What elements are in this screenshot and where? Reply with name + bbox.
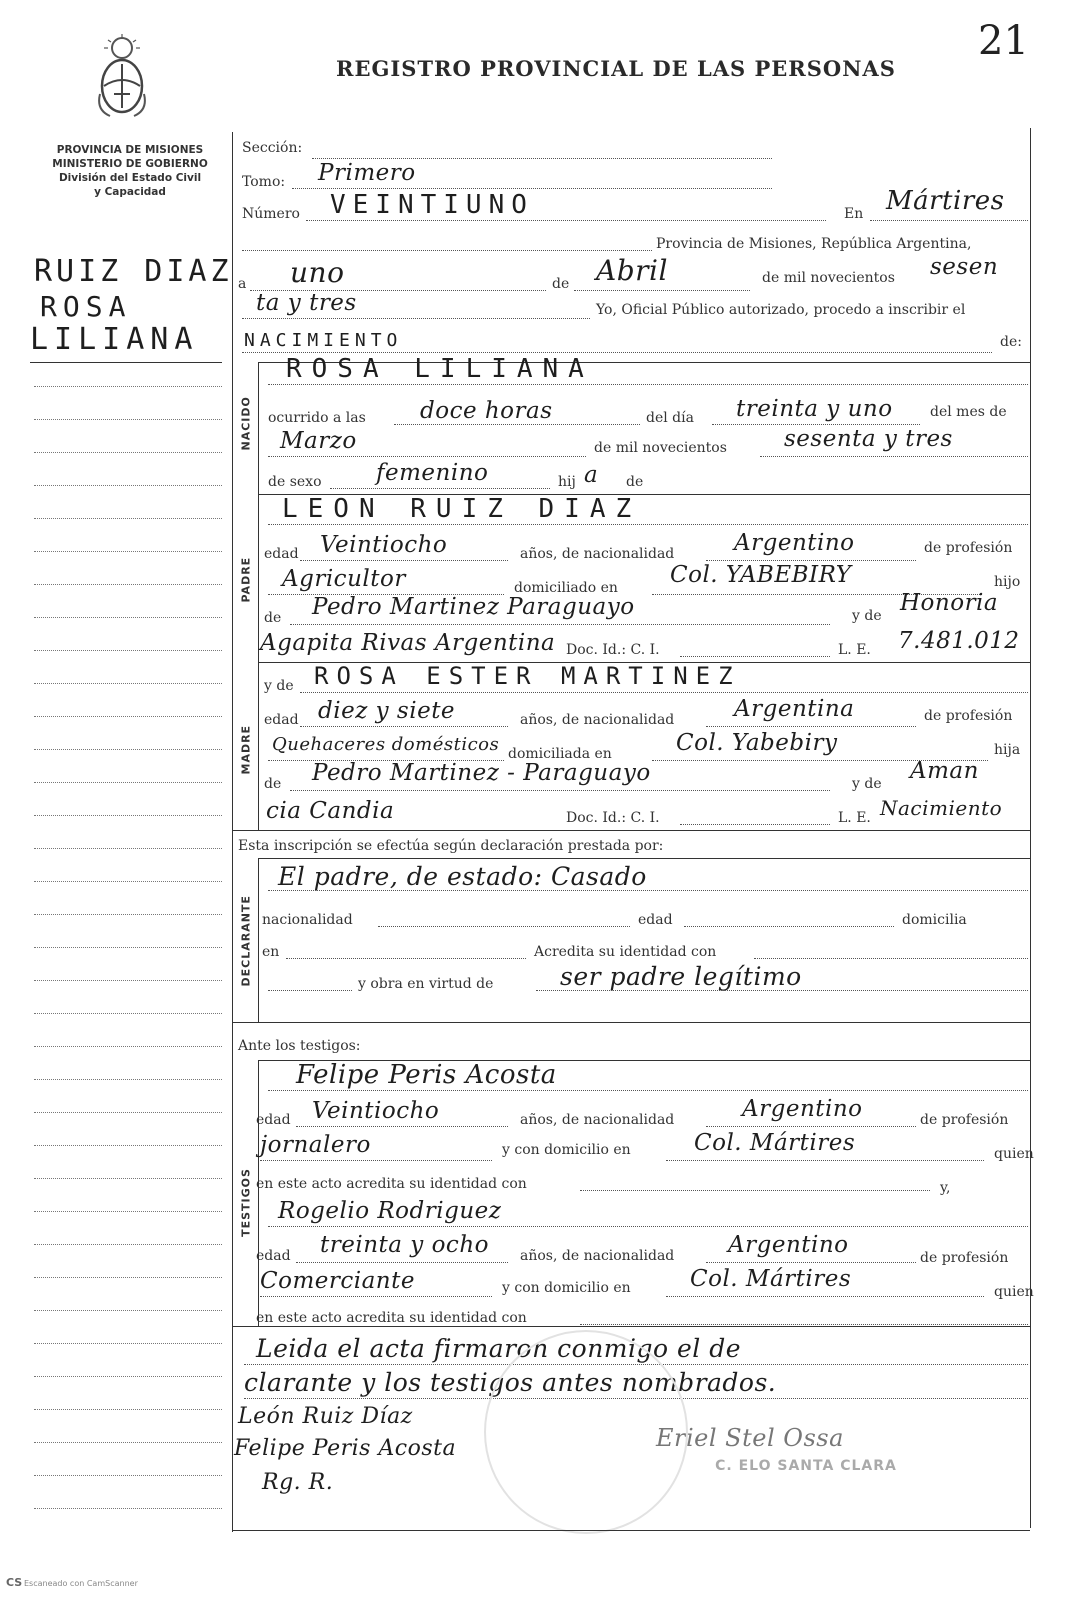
declarante-obra-pre-dotline xyxy=(268,990,352,991)
declarante-section-label: DECLARANTE xyxy=(239,895,253,987)
en-dotline xyxy=(870,220,1028,221)
t1-anos-label: años, de nacionalidad xyxy=(520,1112,675,1128)
scanner-mark: Escaneado con CamScanner xyxy=(24,1579,138,1588)
padre-doc-label: Doc. Id.: C. I. xyxy=(566,642,660,658)
tomo-label: Tomo: xyxy=(242,174,286,190)
hij-label: hij xyxy=(558,474,576,490)
numero-dotline xyxy=(306,220,826,221)
t1-quien-label: quien xyxy=(994,1146,1034,1162)
padre-padre-de: Pedro Martinez Paraguayo xyxy=(312,594,635,620)
margin-ruled-line xyxy=(34,1112,222,1113)
padre-padre-dotline xyxy=(290,624,830,625)
declarante-top-rule xyxy=(258,858,1030,859)
en-label: En xyxy=(844,206,864,222)
declarante-edad-label: edad xyxy=(638,912,673,928)
declarante-left-rule xyxy=(258,858,259,1022)
margin-surname: RUIZ DIAZ xyxy=(34,254,233,289)
declarante-domicilia-label: domicilia xyxy=(902,912,967,928)
madre-domicilio-label: domiciliada en xyxy=(508,746,612,762)
margin-ruled-line xyxy=(34,749,222,750)
t1-nac-dotline xyxy=(706,1126,916,1127)
madre-edad-label: edad xyxy=(264,712,299,728)
sexo-value: femenino xyxy=(376,460,489,486)
margin-ruled-line xyxy=(34,1145,222,1146)
seccion-dotline xyxy=(312,158,772,159)
t1-y-label: y, xyxy=(940,1180,951,1196)
tomo-dotline xyxy=(292,188,772,189)
madre-profesion-label: de profesión xyxy=(924,708,1013,724)
madre-padre-de: Pedro Martinez - Paraguayo xyxy=(312,760,651,786)
dia-value: uno xyxy=(290,256,345,289)
margin-ruled-line xyxy=(34,1046,222,1047)
t2-profesion-label: de profesión xyxy=(920,1250,1009,1266)
ocurrido-label: ocurrido a las xyxy=(268,410,366,426)
padre-doc-dotline xyxy=(680,656,830,657)
declarante-obra-dotline xyxy=(536,990,1028,991)
testigos-bottom-rule xyxy=(232,1326,1030,1327)
t1-nombre-dotline xyxy=(268,1090,1028,1091)
declarante-obra-value: ser padre legítimo xyxy=(560,962,802,991)
declarante-obra-label: y obra en virtud de xyxy=(358,976,494,992)
t1-profesion-value: jornalero xyxy=(260,1132,371,1158)
declarante-bottom-rule xyxy=(232,1022,1030,1023)
t1-edad-label: edad xyxy=(256,1112,291,1128)
padre-domicilio-label: domiciliado en xyxy=(514,580,618,596)
anio-value-2: ta y tres xyxy=(256,290,357,316)
t2-domicilio-label: y con domicilio en xyxy=(502,1280,631,1296)
de-colon: de: xyxy=(1000,334,1022,350)
t2-domicilio-dotline xyxy=(666,1296,984,1297)
margin-ruled-line xyxy=(34,1178,222,1179)
margin-ruled-line xyxy=(34,980,222,981)
madre-hija-label: hija xyxy=(994,742,1021,758)
hij-suffix: a xyxy=(584,462,599,488)
margin-ruled-line xyxy=(34,914,222,915)
madre-l-label: L. E. xyxy=(838,810,871,826)
declarante-acredita-dotline xyxy=(754,958,1028,959)
margin-ruled-line xyxy=(34,815,222,816)
margin-ruled-line xyxy=(34,386,222,387)
de-label: de xyxy=(552,276,570,292)
padre-profesion-label: de profesión xyxy=(924,540,1013,556)
del-dia-label: del día xyxy=(646,410,694,426)
margin-ruled-line xyxy=(34,1013,222,1014)
mes-nac-value: Marzo xyxy=(280,428,357,454)
margin-ruled-line xyxy=(34,848,222,849)
madre-anos-label: años, de nacionalidad xyxy=(520,712,675,728)
agency-line: MINISTERIO DE GOBIERNO xyxy=(52,158,208,170)
left-border xyxy=(232,132,233,1532)
margin-ruled-line xyxy=(34,1277,222,1278)
margin-ruled-line xyxy=(34,1244,222,1245)
t1-domicilio-value: Col. Mártires xyxy=(694,1130,856,1156)
madre-madre-de-1: Aman xyxy=(910,758,979,784)
margin-ruled-line xyxy=(34,947,222,948)
madre-nacionalidad-dotline xyxy=(706,726,916,727)
madre-de-label: de xyxy=(264,776,282,792)
madre-y-de-label-2: y de xyxy=(852,776,882,792)
anio-dotline xyxy=(242,318,590,319)
numero-label: Número xyxy=(242,206,300,222)
padre-l-label: L. E. xyxy=(838,642,871,658)
padre-section-label: PADRE xyxy=(239,556,253,603)
anio-nac-dotline xyxy=(760,456,1028,457)
nacido-nombre-dotline xyxy=(268,384,1028,385)
padre-y-de-label: y de xyxy=(852,608,882,624)
margin-ruled-line xyxy=(34,551,222,552)
anio-nac-value: sesenta y tres xyxy=(784,426,953,452)
declarante-nac-dotline xyxy=(378,926,630,927)
yo-text: Yo, Oficial Público autorizado, procedo a inscribir el xyxy=(596,302,966,318)
agency-line: División del Estado Civil xyxy=(58,172,202,184)
testigos-left-rule xyxy=(258,1060,259,1326)
madre-bottom-rule xyxy=(232,830,1030,831)
t1-profesion-label: de profesión xyxy=(920,1112,1009,1128)
a-label: a xyxy=(238,276,247,292)
margin-ruled-line xyxy=(34,683,222,684)
margin-ruled-line xyxy=(34,782,222,783)
t2-nacionalidad-value: Argentino xyxy=(728,1232,849,1258)
madre-nombre-dotline xyxy=(300,692,1028,693)
madre-l-value: Nacimiento xyxy=(880,796,1003,820)
dia-nac-dotline xyxy=(712,424,920,425)
madre-nombre: ROSA ESTER MARTINEZ xyxy=(314,662,741,690)
stamp-text: C. ELO SANTA CLARA xyxy=(715,1458,897,1474)
sexo-label: de sexo xyxy=(268,474,322,490)
closing-line-1: Leida el acta firmaron conmigo el de xyxy=(256,1334,742,1363)
declarante-nacionalidad-label: nacionalidad xyxy=(262,912,353,928)
mes-dotline xyxy=(574,290,750,291)
signature-official: Eriel Stel Ossa xyxy=(656,1424,844,1452)
padre-hijo-label: hijo xyxy=(994,574,1021,590)
margin-ruled-line xyxy=(34,1310,222,1311)
provincia-dotline xyxy=(242,250,652,251)
t1-acredita-label: en este acto acredita su identidad con xyxy=(256,1176,527,1192)
t1-nacionalidad-value: Argentino xyxy=(742,1096,863,1122)
padre-nacionalidad-dotline xyxy=(706,560,916,561)
padre-de-label: de xyxy=(264,610,282,626)
madre-padre-dotline xyxy=(290,790,830,791)
en-value: Mártires xyxy=(886,186,1005,216)
testigos-section-label: TESTIGOS xyxy=(239,1168,253,1237)
t2-nac-dotline xyxy=(706,1262,916,1263)
margin-ruled-line xyxy=(34,1442,222,1443)
madre-doc-label: Doc. Id.: C. I. xyxy=(566,810,660,826)
padre-edad-dotline xyxy=(300,560,508,561)
declarante-en-label: en xyxy=(262,944,280,960)
t2-edad-label: edad xyxy=(256,1248,291,1264)
acto-value: NACIMIENTO xyxy=(244,330,403,351)
margin-ruled-line xyxy=(34,452,222,453)
padre-l-value: 7.481.012 xyxy=(898,628,1020,654)
padre-profesion-value: Agricultor xyxy=(282,566,406,592)
t2-edad-dotline xyxy=(296,1262,508,1263)
margin-ruled-line xyxy=(34,1508,222,1509)
dia-nac-value: treinta y uno xyxy=(736,396,893,422)
madre-edad-value: diez y siete xyxy=(318,698,456,724)
madre-madre-de-2: cia Candia xyxy=(266,798,395,824)
nacido-nombre: ROSA LILIANA xyxy=(286,354,594,384)
margin-ruled-line xyxy=(34,1475,222,1476)
t2-acredita-dotline xyxy=(580,1324,1028,1325)
tomo-value: Primero xyxy=(318,160,416,186)
declarante-nombre-dotline xyxy=(268,890,1028,891)
margin-ruled-line xyxy=(34,617,222,618)
numero-value: VEINTIUNO xyxy=(330,190,534,220)
t2-profesion-dotline xyxy=(260,1296,492,1297)
nacido-de-label: de xyxy=(626,474,644,490)
hora-dotline xyxy=(394,424,640,425)
nacido-section-label: NACIDO xyxy=(239,396,253,451)
right-border xyxy=(1030,128,1031,1528)
page-number: 21 xyxy=(978,18,1029,64)
margin-second-name: LILIANA xyxy=(30,322,199,357)
padre-nacionalidad-value: Argentino xyxy=(734,530,855,556)
t2-profesion-value: Comerciante xyxy=(260,1268,415,1294)
padre-nombre-dotline xyxy=(268,524,1028,525)
margin-ruled-line xyxy=(34,650,222,651)
padre-nombre: LEON RUIZ DIAZ xyxy=(282,494,642,524)
del-mes-label: del mes de xyxy=(930,404,1007,420)
madre-nacionalidad-value: Argentina xyxy=(734,696,855,722)
declarante-acredita-label: Acredita su identidad con xyxy=(534,944,717,960)
signature-testigo-2: Rg. R. xyxy=(262,1470,334,1495)
hora-value: doce horas xyxy=(420,398,553,424)
t1-domicilio-label: y con domicilio en xyxy=(502,1142,631,1158)
signature-declarante: León Ruiz Díaz xyxy=(238,1404,413,1429)
page-bottom-rule xyxy=(232,1530,1030,1531)
mil-label: de mil novecientos xyxy=(762,270,895,286)
madre-y-de-label: y de xyxy=(264,678,294,694)
t1-domicilio-dotline xyxy=(666,1160,984,1161)
margin-ruled-line xyxy=(34,584,222,585)
anio-value-1: sesen xyxy=(930,254,999,280)
margin-first-name: ROSA xyxy=(40,290,132,323)
official-stamp-icon xyxy=(676,1454,936,1494)
t2-nombre-dotline xyxy=(268,1226,1028,1227)
sexo-dotline xyxy=(330,488,550,489)
scanner-logo-icon: CS xyxy=(6,1576,23,1589)
mes-nac-dotline xyxy=(268,456,586,457)
margin-ruled-line xyxy=(34,485,222,486)
margin-ruled-line xyxy=(34,518,222,519)
declarante-en-dotline xyxy=(286,958,526,959)
t1-acredita-dotline xyxy=(580,1190,930,1191)
agency-line: PROVINCIA DE MISIONES xyxy=(56,144,204,156)
declarante-edad-dotline xyxy=(684,926,894,927)
t1-edad-value: Veintiocho xyxy=(312,1098,440,1124)
madre-left-rule xyxy=(258,662,259,830)
padre-domicilio-value: Col. YABEBIRY xyxy=(670,562,852,588)
madre-section-label: MADRE xyxy=(239,724,253,775)
t1-nombre: Felipe Peris Acosta xyxy=(296,1060,557,1090)
margin-ruled-line xyxy=(34,716,222,717)
declarante-nombre: El padre, de estado: Casado xyxy=(278,862,647,891)
provincia-text: Provincia de Misiones, República Argentina, xyxy=(656,236,972,252)
signature-testigo-1: Felipe Peris Acosta xyxy=(234,1436,457,1461)
coat-of-arms-icon xyxy=(94,34,150,120)
agency-line: y Capacidad xyxy=(94,186,166,198)
madre-domicilio-value: Col. Yabebiry xyxy=(676,730,838,756)
closing-line-2: clarante y los testigos antes nombrados. xyxy=(244,1368,777,1397)
declarante-intro: Esta inscripción se efectúa según declaración prestada por: xyxy=(238,838,664,854)
testigos-intro: Ante los testigos: xyxy=(238,1038,361,1054)
seccion-label: Sección: xyxy=(242,140,303,156)
t2-edad-value: treinta y ocho xyxy=(320,1232,489,1258)
margin-ruled-line xyxy=(34,1211,222,1212)
madre-edad-dotline xyxy=(300,726,508,727)
padre-anos-label: años, de nacionalidad xyxy=(520,546,675,562)
margin-ruled-line xyxy=(34,1343,222,1344)
t2-nombre: Rogelio Rodriguez xyxy=(278,1198,502,1224)
seal-circle-icon xyxy=(484,1330,688,1534)
t2-domicilio-value: Col. Mártires xyxy=(690,1266,852,1292)
margin-ruled-line xyxy=(34,1376,222,1377)
document-title: REGISTRO PROVINCIAL DE LAS PERSONAS xyxy=(336,56,896,81)
padre-left-rule xyxy=(258,494,259,662)
nacido-left-rule xyxy=(258,362,259,494)
padre-madre-de-2: Agapita Rivas Argentina xyxy=(260,630,556,656)
padre-edad-label: edad xyxy=(264,546,299,562)
t2-acredita-label: en este acto acredita su identidad con xyxy=(256,1310,527,1326)
t1-edad-dotline xyxy=(296,1126,508,1127)
padre-madre-de-1: Honoria xyxy=(900,590,999,616)
acto-dotline xyxy=(242,352,992,353)
margin-ruled-line xyxy=(34,419,222,420)
margin-ruled-line xyxy=(34,1079,222,1080)
madre-doc-dotline xyxy=(680,824,830,825)
padre-edad-value: Veintiocho xyxy=(320,532,448,558)
t1-profesion-dotline xyxy=(260,1160,492,1161)
t2-anos-label: años, de nacionalidad xyxy=(520,1248,675,1264)
margin-ruled-line xyxy=(34,1409,222,1410)
madre-profesion-value: Quehaceres domésticos xyxy=(272,734,500,755)
agency-block xyxy=(30,143,230,199)
t2-quien-label: quien xyxy=(994,1284,1034,1300)
mes-value: Abril xyxy=(596,254,668,287)
mil-nac-label: de mil novecientos xyxy=(594,440,727,456)
margin-ruled-line xyxy=(34,881,222,882)
margin-underline xyxy=(30,362,222,363)
